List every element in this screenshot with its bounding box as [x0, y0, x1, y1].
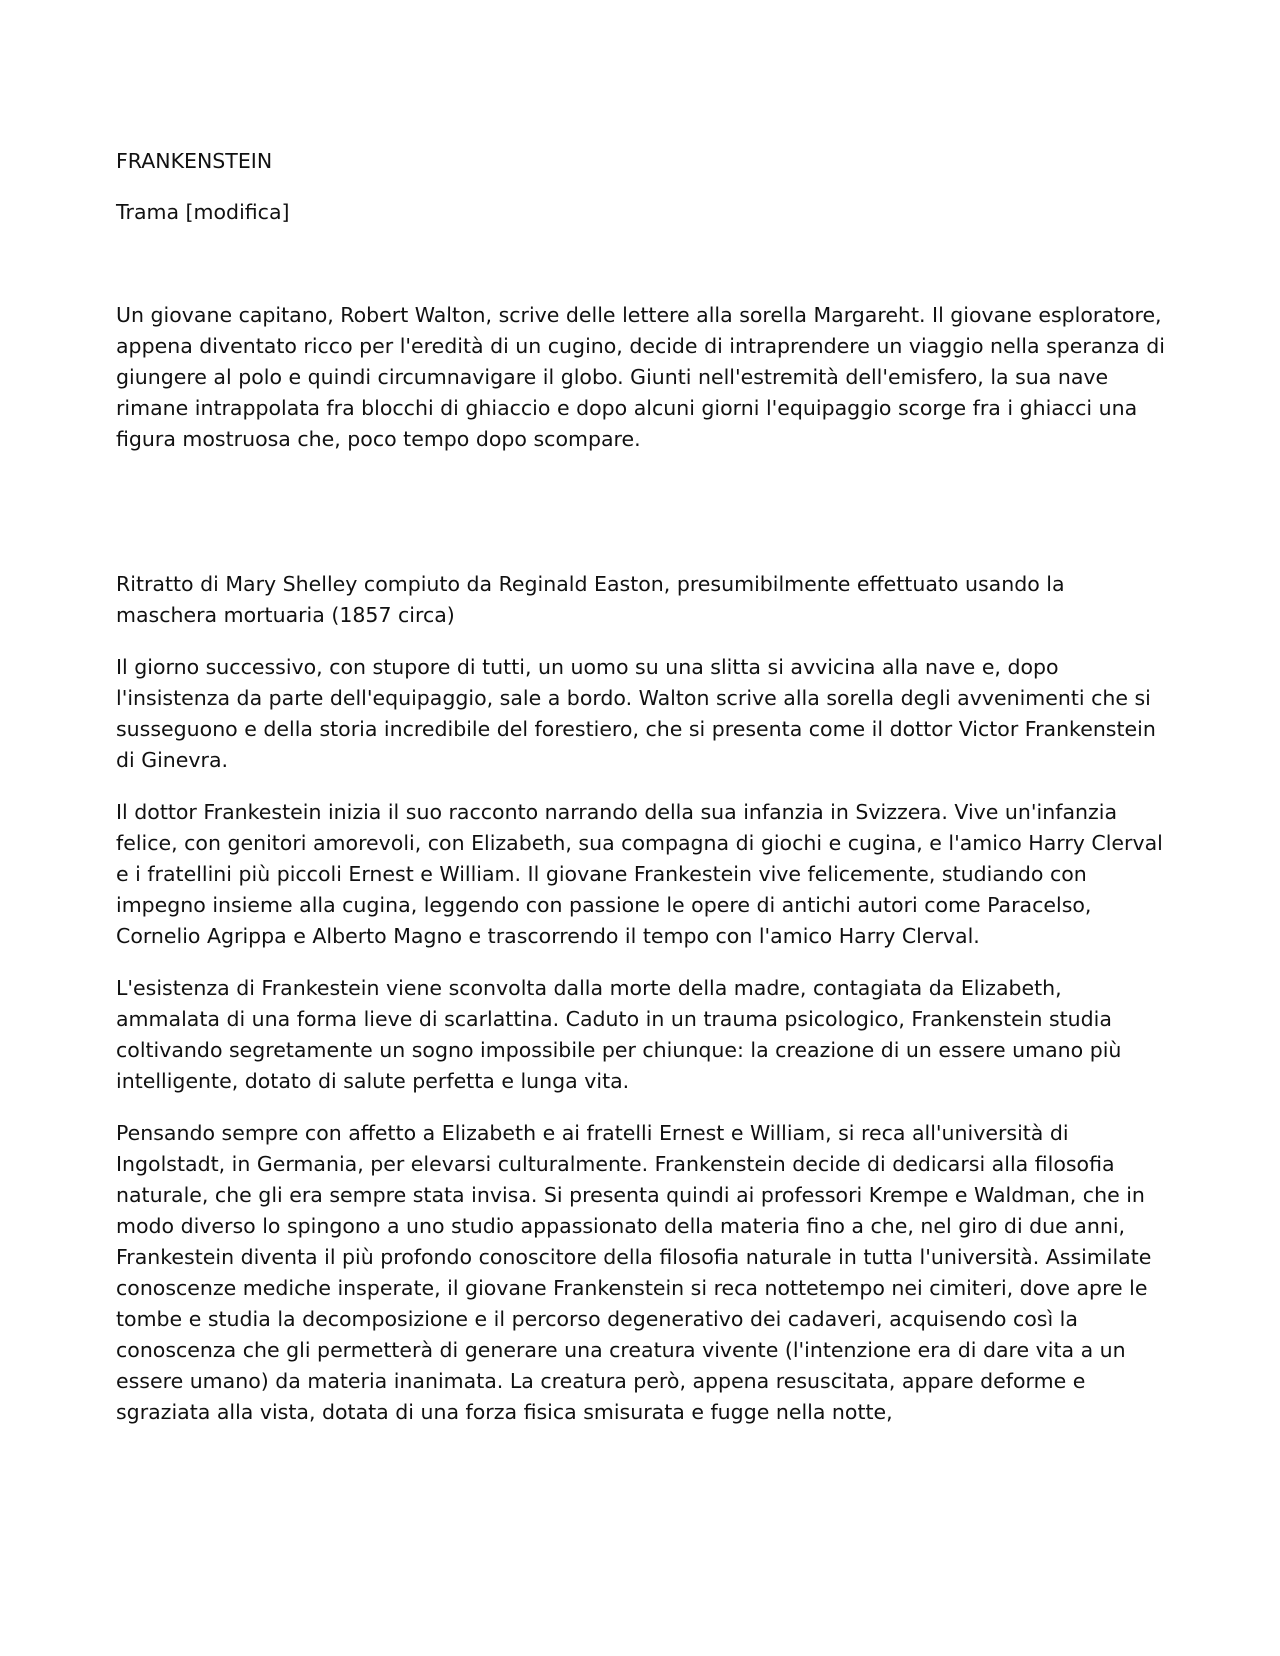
paragraph: Il giorno successivo, con stupore di tutti, un uomo su una slitta si avvicina alla nave e, dopo l'insistenza da parte dell'equipaggio, sale a bordo. Walton scrive alla sorella degli avvenimenti che si susseguono e della storia incredibile del forestiero, che si presenta come il dottor Victor Frankenstein di Ginevra.	[116, 655, 1156, 772]
paragraph: Il dottor Frankestein inizia il suo racconto narrando della sua infanzia in Svizzera. Vive un'infanzia felice, con genitori amorevoli, con Elizabeth, sua compagna di giochi e cugina, e l'amico Harry Clerval e i fratellini più piccoli Ernest e William. Il giovane Frankestein vive felicemente, studiando con impegno insieme alla cugina, leggendo con passione le opere di antichi autori come Paracelso, Cornelio Agrippa e Alberto Magno e trascorrendo il tempo con l'amico Harry Clerval.	[116, 800, 1163, 948]
paragraph-intro: Un giovane capitano, Robert Walton, scrive delle lettere alla sorella Margareht. Il giovane esploratore, appena diventato ricco per l'eredità di un cugino, decide di intraprendere un viaggio nella speranza di giungere al polo e quindi circumnavigare il globo. Giunti nell'estremità dell'emisfero, la sua nave rimane intrappolata fra blocchi di ghiaccio e dopo alcuni giorni l'equipaggio scorge fra i ghiacci una figura mostruosa che, poco tempo dopo scompare.	[116, 303, 1165, 451]
spacer	[116, 228, 1166, 300]
spacer	[116, 455, 1166, 569]
document-page	[116, 146, 1166, 1449]
image-caption: Ritratto di Mary Shelley compiuto da Reginald Easton, presumibilmente effettuato usando la maschera mortuaria (1857 circa)	[116, 572, 1065, 627]
paragraph: L'esistenza di Frankestein viene sconvolta dalla morte della madre, contagiata da Elizabeth, ammalata di una forma lieve di scarlattina. Caduto in un trauma psicologico, Frankenstein studia coltivando segretamente un sogno impossibile per chiunque: la creazione di un essere umano più intelligente, dotato di salute perfetta e lunga vita.	[116, 976, 1122, 1093]
document-title: FRANKENSTEIN	[116, 149, 273, 173]
section-heading: Trama [modifica]	[116, 200, 290, 224]
paragraph: Pensando sempre con affetto a Elizabeth e ai fratelli Ernest e William, si reca all'università di Ingolstadt, in Germania, per elevarsi culturalmente. Frankenstein decide di dedicarsi alla filosofia naturale, che gli era sempre stata invisa. Si presenta quindi ai professori Krempe e Waldman, che in modo diverso lo spingono a uno studio appassionato della materia fino a che, nel giro di due anni, Frankestein diventa il più profondo conoscitore della filosofia naturale in tutta l'università. Assimilate conoscenze mediche insperate, il giovane Frankenstein si reca nottetempo nei cimiteri, dove apre le tombe e studia la decomposizione e il percorso degenerativo dei cadaveri, acquisendo così la conoscenza che gli permetterà di generare una creatura vivente (l'intenzione era di dare vita a un essere umano) da materia inanimata. La creatura però, appena resuscitata, appare deforme e sgraziata alla vista, dotata di una forza fisica smisurata e fugge nella notte,	[116, 1121, 1152, 1424]
